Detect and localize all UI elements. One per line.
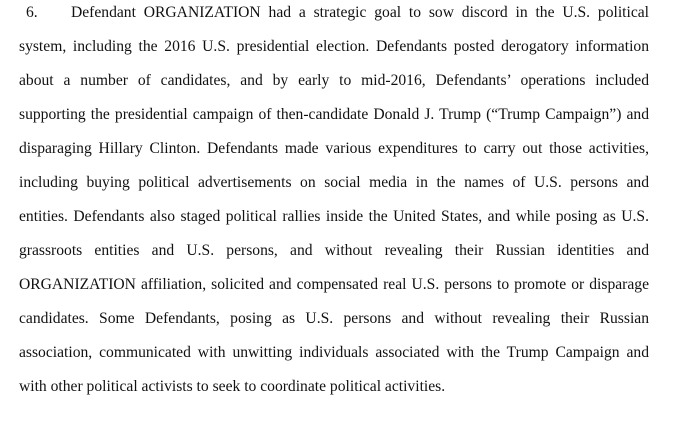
paragraph-number: 6. — [26, 4, 38, 21]
paragraph-line-4: supporting the presidential campaign of then-candidate Donald J. Trump (“Trump Campaign”) and — [19, 106, 649, 123]
paragraph-line-8: grassroots entities and U.S. persons, and without revealing their Russian identities and — [19, 242, 649, 259]
paragraph-line-11: association, communicated with unwitting individuals associated with the Trump Campaign and — [19, 344, 649, 361]
paragraph-line-5: disparaging Hillary Clinton. Defendants made various expenditures to carry out those activities, — [19, 140, 649, 157]
paragraph-line-2: system, including the 2016 U.S. presidential election. Defendants posted derogatory information — [19, 38, 649, 55]
paragraph-line-3: about a number of candidates, and by early to mid-2016, Defendants’ operations included — [19, 72, 649, 89]
paragraph-line-10: candidates. Some Defendants, posing as U.S. persons and without revealing their Russian — [19, 310, 649, 327]
paragraph-line-9: ORGANIZATION affiliation, solicited and compensated real U.S. persons to promote or disparage — [19, 276, 649, 293]
paragraph-line-1 — [26, 2, 649, 24]
paragraph-line-7: entities. Defendants also staged political rallies inside the United States, and while posing as U.S. — [19, 208, 649, 225]
paragraph-line-12: with other political activists to seek to coordinate political activities. — [19, 378, 446, 395]
paragraph-line-6: including buying political advertisements on social media in the names of U.S. persons and — [19, 174, 649, 191]
paragraph-line-text: Defendant ORGANIZATION had a strategic goal to sow discord in the U.S. political — [71, 4, 649, 21]
